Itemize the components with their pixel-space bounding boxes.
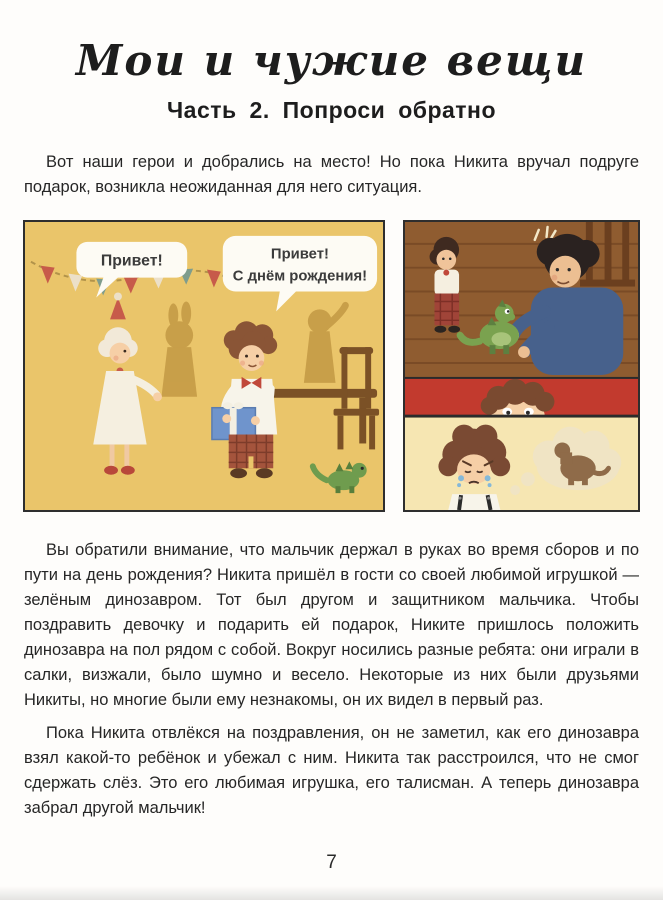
body-paragraph-1: Вы обратили внимание, что мальчик держал в руках во время сборов и по пути на день рождения? Никита пришёл в гости со своей любимой игрушкой — зелёным динозавром. Тот был другом и защитником мальчика. Чтобы поздравить девочку и подарить ей подарок, Никите пришлось положить динозавра на пол рядом с собой. Вокруг носились разные ребята: они играли в салки, визжали, было шумно и весело. Некоторые из них были друзьями Никиты, но многие были ему незнакомы, он их видел в первый раз. — [24, 540, 639, 709]
page-title: Мои и чужие вещи — [75, 36, 588, 85]
story-strip-panel — [403, 220, 640, 512]
checkered-pants — [229, 434, 274, 468]
bubble-hello-text: Привет! — [100, 252, 163, 270]
sad-boy-scene — [405, 417, 638, 509]
page-number: 7 — [326, 852, 337, 873]
party-scene-illustration — [25, 222, 383, 510]
dino-taken-scene — [405, 222, 638, 380]
gift-box — [212, 402, 256, 439]
body-paragraph-2: Пока Никита отвлёкся на поздравления, он не заметил, как его динозавра взял какой-то ребёнок и убежал с ним. Никита так расстроился, что не смог сдержать слёз. Это его любимая игрушка, его талисман. А теперь динозавра забрал другой мальчик! — [24, 724, 639, 818]
story-strip-illustration — [405, 222, 638, 510]
chapter-subtitle: Часть 2. Попроси обратно — [167, 97, 496, 123]
body-text — [24, 538, 639, 822]
party-scene-panel — [23, 220, 385, 512]
bubble-greeting-line2: С днём рождения! — [232, 268, 368, 285]
page-bottom-shadow — [0, 886, 663, 900]
intro-paragraph: Вот наши герои и добрались на место! Но пока Никита вручал подруге подарок, возникла неожиданная для него ситуация. — [24, 153, 639, 196]
illustration-row — [23, 220, 640, 512]
bubble-greeting-line1: Привет! — [270, 246, 329, 263]
